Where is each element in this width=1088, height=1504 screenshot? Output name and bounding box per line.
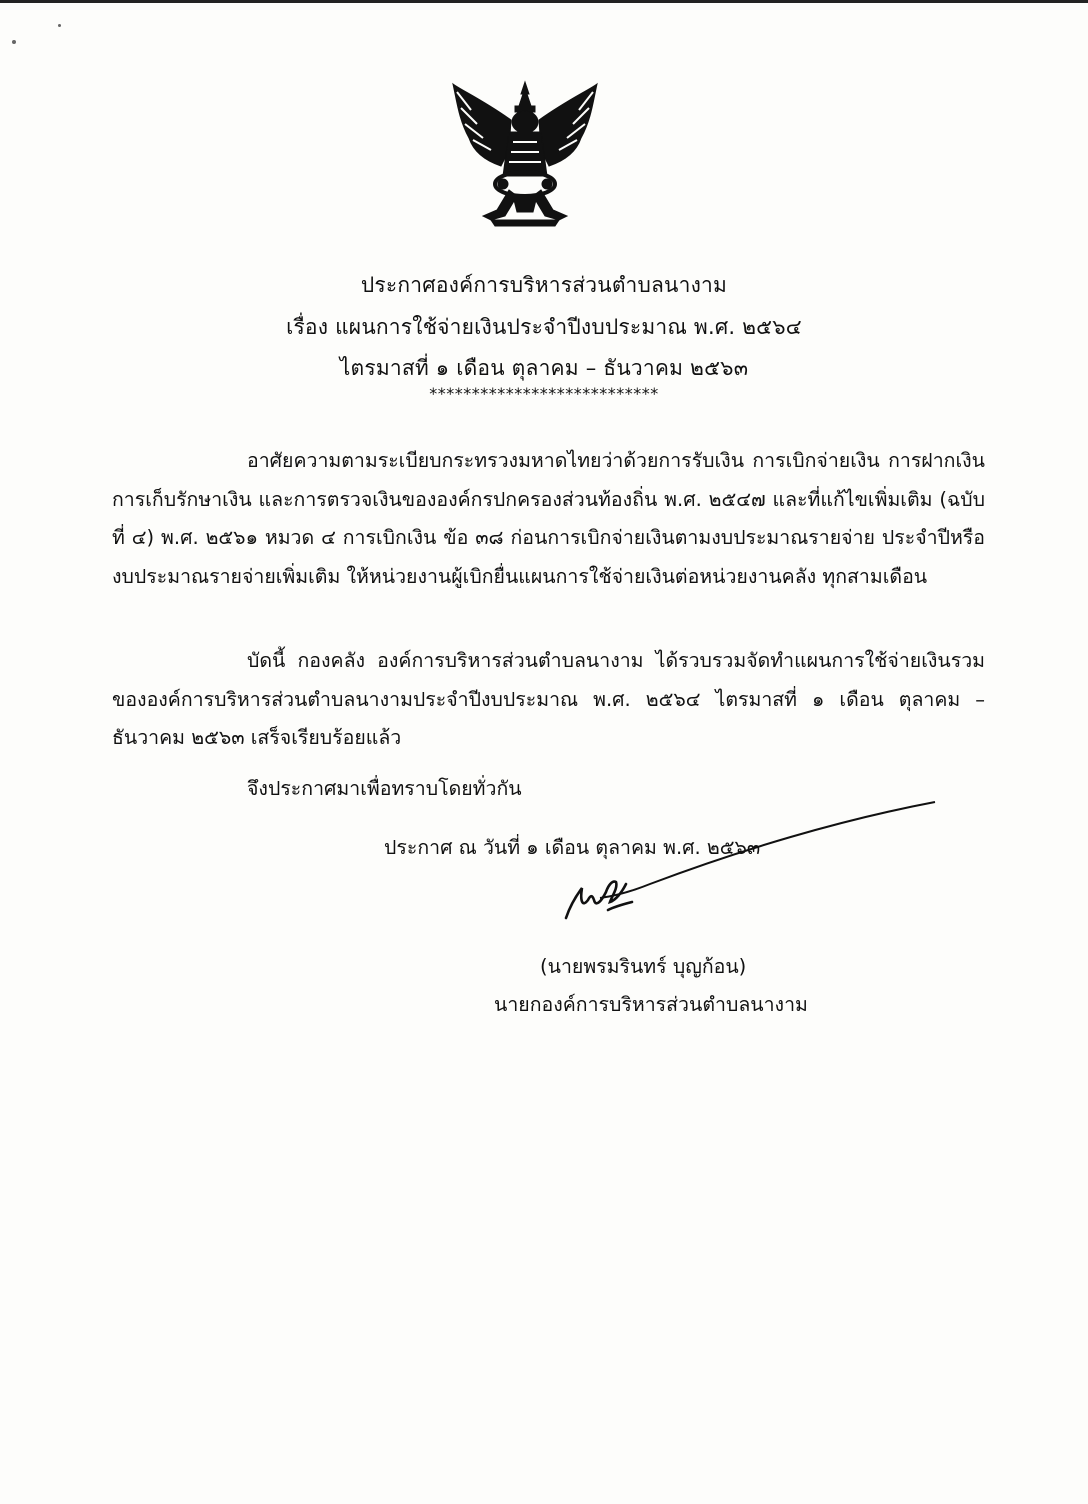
body-paragraph-1-text: อาศัยความตามระเบียบกระทรวงมหาดไทยว่าด้วยการรับเงิน การเบิกจ่ายเงิน การฝากเงิน การเก็บรักษาเงิน และการตรวจเงินขององค์กรปกครองส่วนท้องถิ่น พ.ศ. ๒๕๔๗ และที่แก้ไขเพิ่มเติม (ฉบับที่ ๔) พ.ศ. ๒๕๖๑ หมวด ๔ การเบิกเงิน ข้อ ๓๘ ก่อนการเบิกจ่ายเงินตามงบประมาณรายจ่าย ประจำปีหรืองบประมาณรายจ่ายเพิ่มเติม ให้หน่วยงานผู้เบิกยื่นแผนการใช้จ่ายเงินต่อหน่วยงานคลัง ทุกสามเดือน <box>112 449 985 588</box>
announcement-date: ประกาศ ณ วันที่ ๑ เดือน ตุลาคม พ.ศ. ๒๕๖๓ <box>384 836 761 859</box>
scan-speck <box>12 40 16 44</box>
scan-top-border <box>0 0 1088 3</box>
scan-speck <box>58 24 61 27</box>
garuda-emblem-icon <box>443 80 608 230</box>
title-line-3: ไตรมาสที่ ๑ เดือน ตุลาคม – ธันวาคม ๒๕๖๓ <box>339 356 749 380</box>
body-paragraph-2-text: บัดนี้ กองคลัง องค์การบริหารส่วนตำบลนางาม ได้รวบรวมจัดทำแผนการใช้จ่ายเงินรวม ขององค์การบริหารส่วนตำบลนางามประจำปีงบประมาณ พ.ศ. ๒๕๖๔ ไตรมาสที่ ๑ เดือน ตุลาคม – ธันวาคม ๒๕๖๓ เสร็จเรียบร้อยแล้ว <box>112 649 985 749</box>
body-paragraph-2 <box>112 642 985 758</box>
signer-title: นายกองค์การบริหารส่วนตำบลนางาม <box>494 993 808 1016</box>
title-line-2: เรื่อง แผนการใช้จ่ายเงินประจำปีงบประมาณ พ.ศ. ๒๕๖๔ <box>286 315 802 339</box>
signer-name: (นายพรมรินทร์ บุญก้อน) <box>540 955 747 978</box>
closing-statement: จึงประกาศมาเพื่อทราบโดยทั่วกัน <box>247 777 522 800</box>
body-paragraph-1 <box>112 442 985 596</box>
handwritten-signature <box>560 870 670 925</box>
title-line-1: ประกาศองค์การบริหารส่วนตำบลนางาม <box>360 273 728 297</box>
title-separator: *************************** <box>429 384 659 403</box>
